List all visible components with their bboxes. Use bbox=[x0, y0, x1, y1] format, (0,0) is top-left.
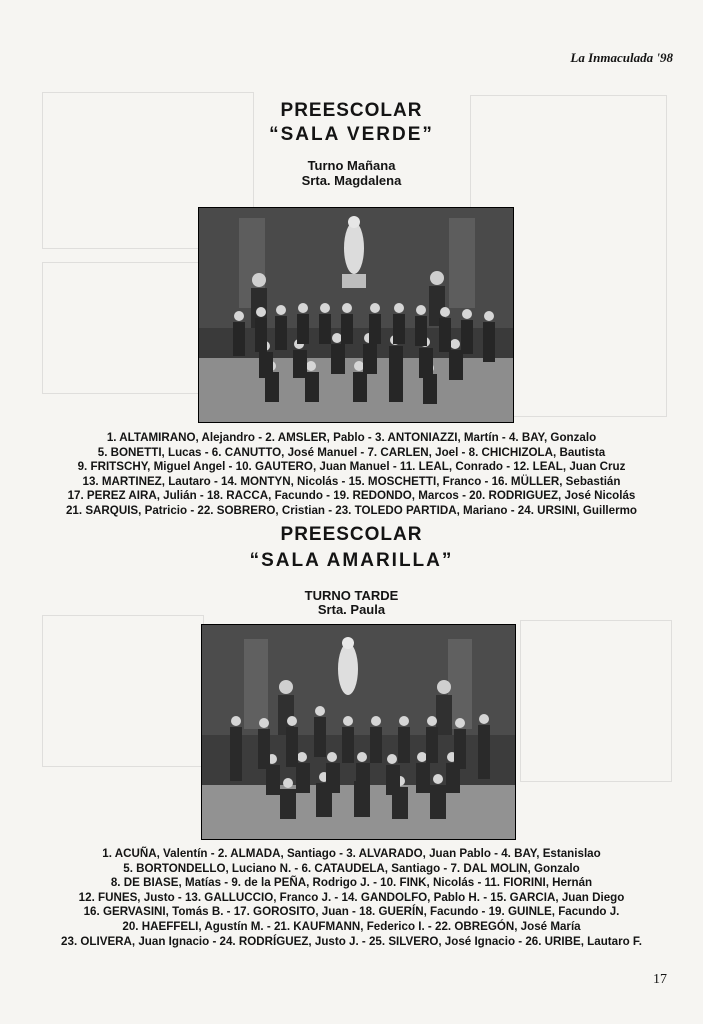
names-line: 5. BONETTI, Lucas - 6. CANUTTO, José Manuel - 7. CARLEN, Joel - 8. CHICHIZOLA, Bautista bbox=[97, 445, 606, 459]
names-line: 16. GERVASINI, Tomás B. - 17. GOROSITO, Juan - 18. GUERÍN, Facundo - 19. GUINLE, Facundo J. bbox=[83, 905, 620, 919]
page-number: 17 bbox=[653, 972, 667, 987]
section1-shift: Turno Mañana bbox=[307, 158, 396, 173]
names-line: 12. FUNES, Justo - 13. GALLUCCIO, Franco J. - 14. GANDOLFO, Pablo H. - 15. GARCIA, Juan Diego bbox=[78, 890, 625, 904]
names-line: 20. HAEFFELI, Agustín M. - 21. KAUFMANN, Federico I. - 22. OBREGÓN, José María bbox=[122, 919, 581, 933]
names-line: 1. ACUÑA, Valentín - 2. ALMADA, Santiago - 3. ALVARADO, Juan Pablo - 4. BAY, Estanislao bbox=[102, 847, 601, 860]
section1-teacher: Srta. Magdalena bbox=[301, 173, 402, 188]
magazine-header: La Inmaculada '98 bbox=[570, 50, 673, 65]
class-photo-sala-amarilla bbox=[201, 624, 516, 840]
names-line: 13. MARTINEZ, Lautaro - 14. MONTYN, Nicolás - 15. MOSCHETTI, Franco - 16. MÜLLER, Sebastián bbox=[82, 474, 621, 488]
names-line: 23. OLIVERA, Juan Ignacio - 24. RODRÍGUEZ, Justo J. - 25. SILVERO, José Ignacio - 26. URIBE, Lautaro F. bbox=[61, 934, 642, 948]
class-photo-sala-verde bbox=[198, 207, 514, 423]
section1-subtitle: “SALA VERDE” bbox=[269, 124, 434, 145]
names-list-sala-verde bbox=[50, 431, 653, 519]
names-line: 8. DE BIASE, Matías - 9. de la PEÑA, Rodrigo J. - 10. FINK, Nicolás - 11. FIORINI, Hernán bbox=[110, 876, 593, 890]
bleed-through-box bbox=[520, 620, 672, 782]
bleed-through-box bbox=[42, 615, 204, 767]
names-line: 5. BORTONDELLO, Luciano N. - 6. CATAUDELA, Santiago - 7. DAL MOLIN, Gonzalo bbox=[123, 861, 580, 875]
names-line: 1. ALTAMIRANO, Alejandro - 2. AMSLER, Pablo - 3. ANTONIAZZI, Martín - 4. BAY, Gonzalo bbox=[106, 431, 597, 444]
names-list-sala-amarilla bbox=[50, 847, 653, 949]
section2-subtitle: “SALA AMARILLA” bbox=[249, 550, 454, 571]
section2-title: PREESCOLAR bbox=[280, 524, 423, 545]
section1-title: PREESCOLAR bbox=[280, 100, 423, 121]
names-line: 9. FRITSCHY, Miguel Angel - 10. GAUTERO, Juan Manuel - 11. LEAL, Conrado - 12. LEAL, Juan Cruz bbox=[77, 460, 626, 474]
names-line: 21. SARQUIS, Patricio - 22. SOBRERO, Cristian - 23. TOLEDO PARTIDA, Mariano - 24. URSINI, Guillermo bbox=[65, 503, 637, 517]
names-line: 17. PEREZ AIRA, Julián - 18. RACCA, Facundo - 19. REDONDO, Marcos - 20. RODRIGUEZ, José Nicolás bbox=[67, 489, 636, 503]
section2-shift: TURNO TARDE bbox=[304, 588, 399, 603]
section2-teacher: Srta. Paula bbox=[317, 602, 386, 617]
